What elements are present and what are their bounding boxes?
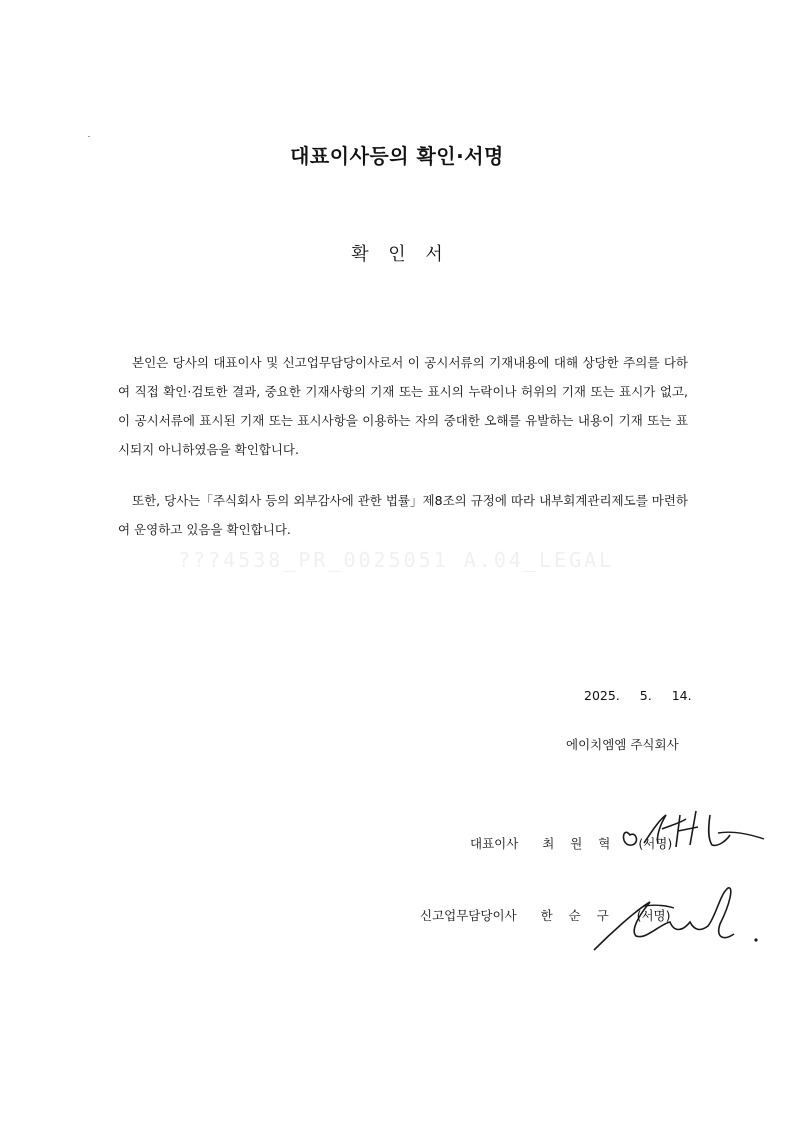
scan-artifact: [88, 136, 90, 137]
document-subtitle: 확 인 서: [351, 244, 443, 265]
signer-role: 대표이사: [470, 836, 519, 851]
company-name: 에이치엠엠 주식회사: [566, 737, 679, 752]
officer-handwritten-signature: [580, 870, 770, 960]
document-date: [584, 688, 692, 703]
signer-name-char: 최: [542, 836, 555, 851]
signer-name-char: 한: [540, 908, 553, 923]
signature-mark-label: (서명): [636, 908, 671, 923]
date-day: 14.: [671, 688, 692, 703]
internal-control-paragraph: 또한, 당사는「주식회사 등의 외부감사에 관한 법률」제8조의 규정에 따라 내부회계관리제도를 마련하여 운영하고 있음을 확인합니다.: [118, 493, 688, 537]
document-title: 대표이사등의 확인·서명: [290, 144, 504, 168]
confirmation-paragraph: 본인은 당사의 대표이사 및 신고업무담당이사로서 이 공시서류의 기재내용에 대해 상당한 주의를 다하여 직접 확인·검토한 결과, 중요한 기재사항의 기재 또는 표시의 누락이나 허위의 기재 또는 표시가 없고, 이 공시서류에 표시된 기재 또는 표시사항을 이용하는 자의 중대한 오해를 유발하는 내용이 기재 또는 표시되지 아니하였음을 확인합니다.: [118, 355, 688, 457]
signature-mark-label: (서명): [638, 836, 673, 851]
signer-name-char: 원: [570, 836, 583, 851]
date-month: 5.: [639, 688, 652, 703]
signer-role: 신고업무담당이사: [420, 908, 517, 923]
signer-name-char: 혁: [598, 836, 611, 851]
signer-name-char: 순: [568, 908, 581, 923]
ceo-handwritten-signature: [600, 795, 780, 865]
faded-watermark: ???4538_PR_0025051 A.04_LEGAL: [178, 548, 615, 572]
date-year: 2025.: [584, 688, 620, 703]
signer-name-char: 구: [596, 908, 609, 923]
